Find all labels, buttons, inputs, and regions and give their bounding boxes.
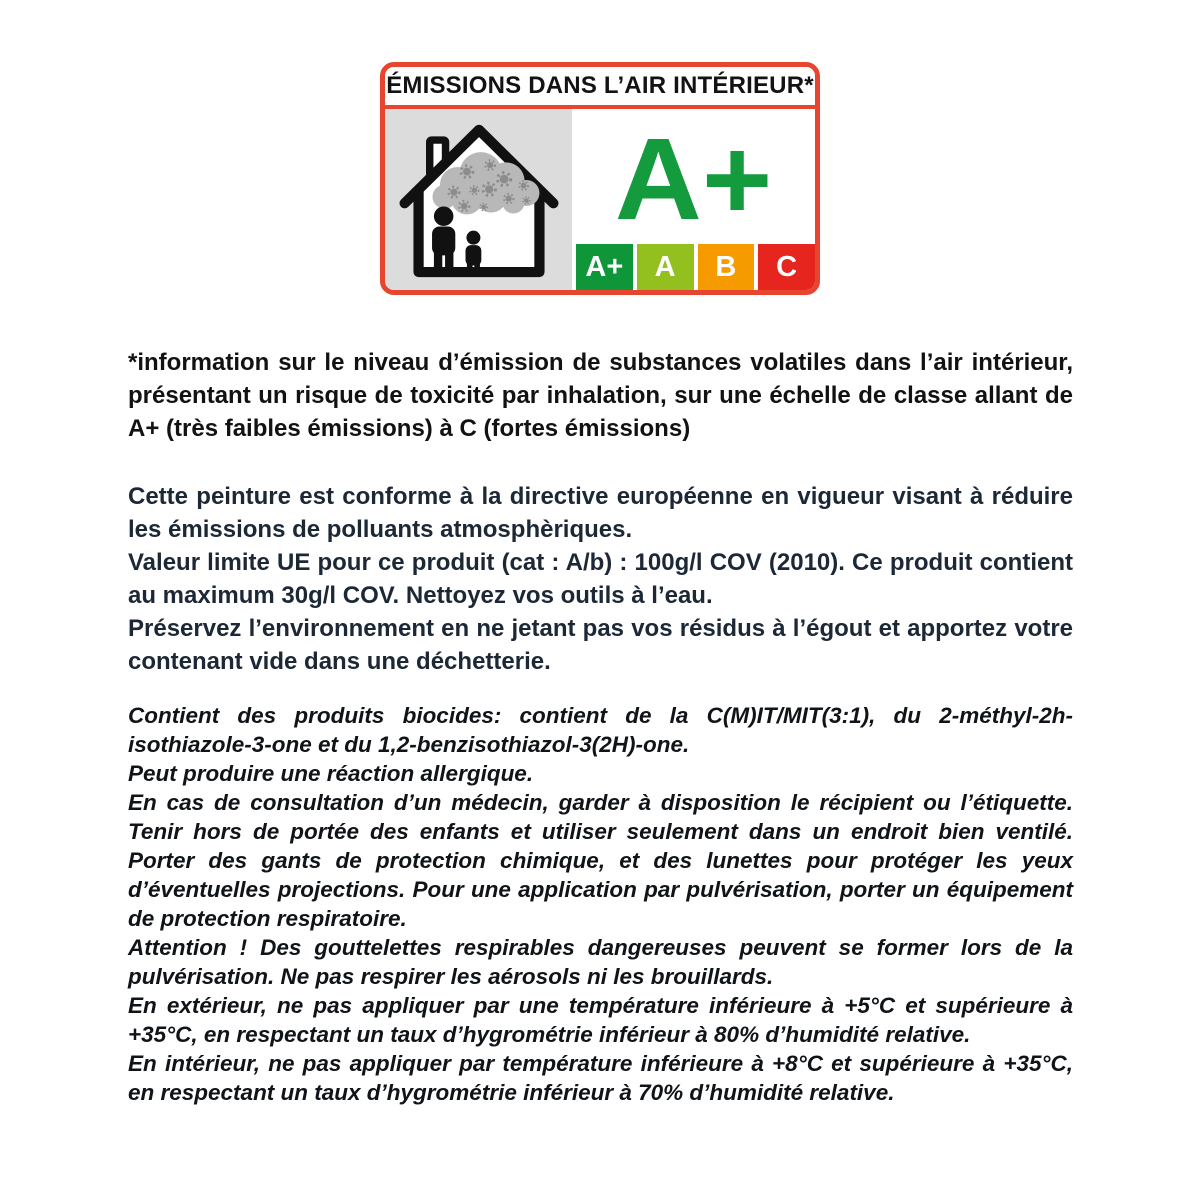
scale-box-c: C bbox=[758, 244, 815, 290]
safety-line: Contient des produits biocides: contient de la C(M)IT/MIT(3:1), du 2-méthyl-2h-isothiazole-3-one et du 1,2-benzisothiazol-3(2H)-one. bbox=[128, 703, 1073, 757]
safety-line: En extérieur, ne pas appliquer par une température inférieure à +5°C et supérieure à +35°C, en respectant un taux d’hygrométrie inférieur à 80% d’humidité relative. bbox=[128, 993, 1073, 1047]
child-silhouette-icon bbox=[465, 230, 481, 270]
rating-value: A+ bbox=[614, 113, 773, 244]
label-title: ÉMISSIONS DANS L’AIR INTÉRIEUR* bbox=[385, 67, 815, 109]
scale-box-a: A bbox=[637, 244, 694, 290]
scale-box-b: B bbox=[698, 244, 755, 290]
regulatory-line: Préservez l’environnement en ne jetant pas vos résidus à l’égout et apportez votre contenant vide dans une déchetterie. bbox=[128, 615, 1073, 675]
safety-paragraphs bbox=[128, 701, 1073, 1107]
rating-cell bbox=[572, 109, 815, 290]
safety-line: En cas de consultation d’un médecin, garder à disposition le récipient ou l’étiquette. Tenir hors de portée des enfants et utiliser seulement dans un endroit bien ventilé. Porter des gants de protection chimique, et des lunettes pour protéger les yeux d’éventuelles projections. Pour une application par pulvérisation, porter un équipement de protection respiratoire. bbox=[128, 790, 1073, 931]
regulatory-line: Cette peinture est conforme à la directive européenne en vigueur visant à réduire les émissions de polluants atmosphèriques. bbox=[128, 483, 1073, 543]
label-content bbox=[385, 109, 815, 290]
emission-scale bbox=[572, 244, 815, 290]
house-emissions-pictogram bbox=[385, 109, 572, 290]
regulatory-paragraphs bbox=[128, 480, 1073, 678]
safety-line: Attention ! Des gouttelettes respirables dangereuses peuvent se former lors de la pulvérisation. Ne pas respirer les aérosols ni les brouillards. bbox=[128, 935, 1073, 989]
label-text-column bbox=[128, 346, 1073, 1107]
house-cloud-people-icon bbox=[390, 114, 568, 286]
scale-box-aplus: A+ bbox=[576, 244, 633, 290]
regulatory-line: Valeur limite UE pour ce produit (cat : A/b) : 100g/l COV (2010). Ce produit contient au maximum 30g/l COV. Nettoyez vos outils à l’eau. bbox=[128, 549, 1073, 609]
safety-line: Peut produire une réaction allergique. bbox=[128, 761, 534, 786]
indoor-air-emissions-label bbox=[380, 62, 820, 295]
safety-line: En intérieur, ne pas appliquer par température inférieure à +8°C et supérieure à +35°C, en respectant un taux d’hygrométrie inférieur à 70% d’humidité relative. bbox=[128, 1051, 1073, 1105]
footnote-paragraph: *information sur le niveau d’émission de substances volatiles dans l’air intérieur, présentant un risque de toxicité par inhalation, sur une échelle de classe allant de A+ (très faibles émissions) à C (fortes émissions) bbox=[128, 349, 1073, 442]
